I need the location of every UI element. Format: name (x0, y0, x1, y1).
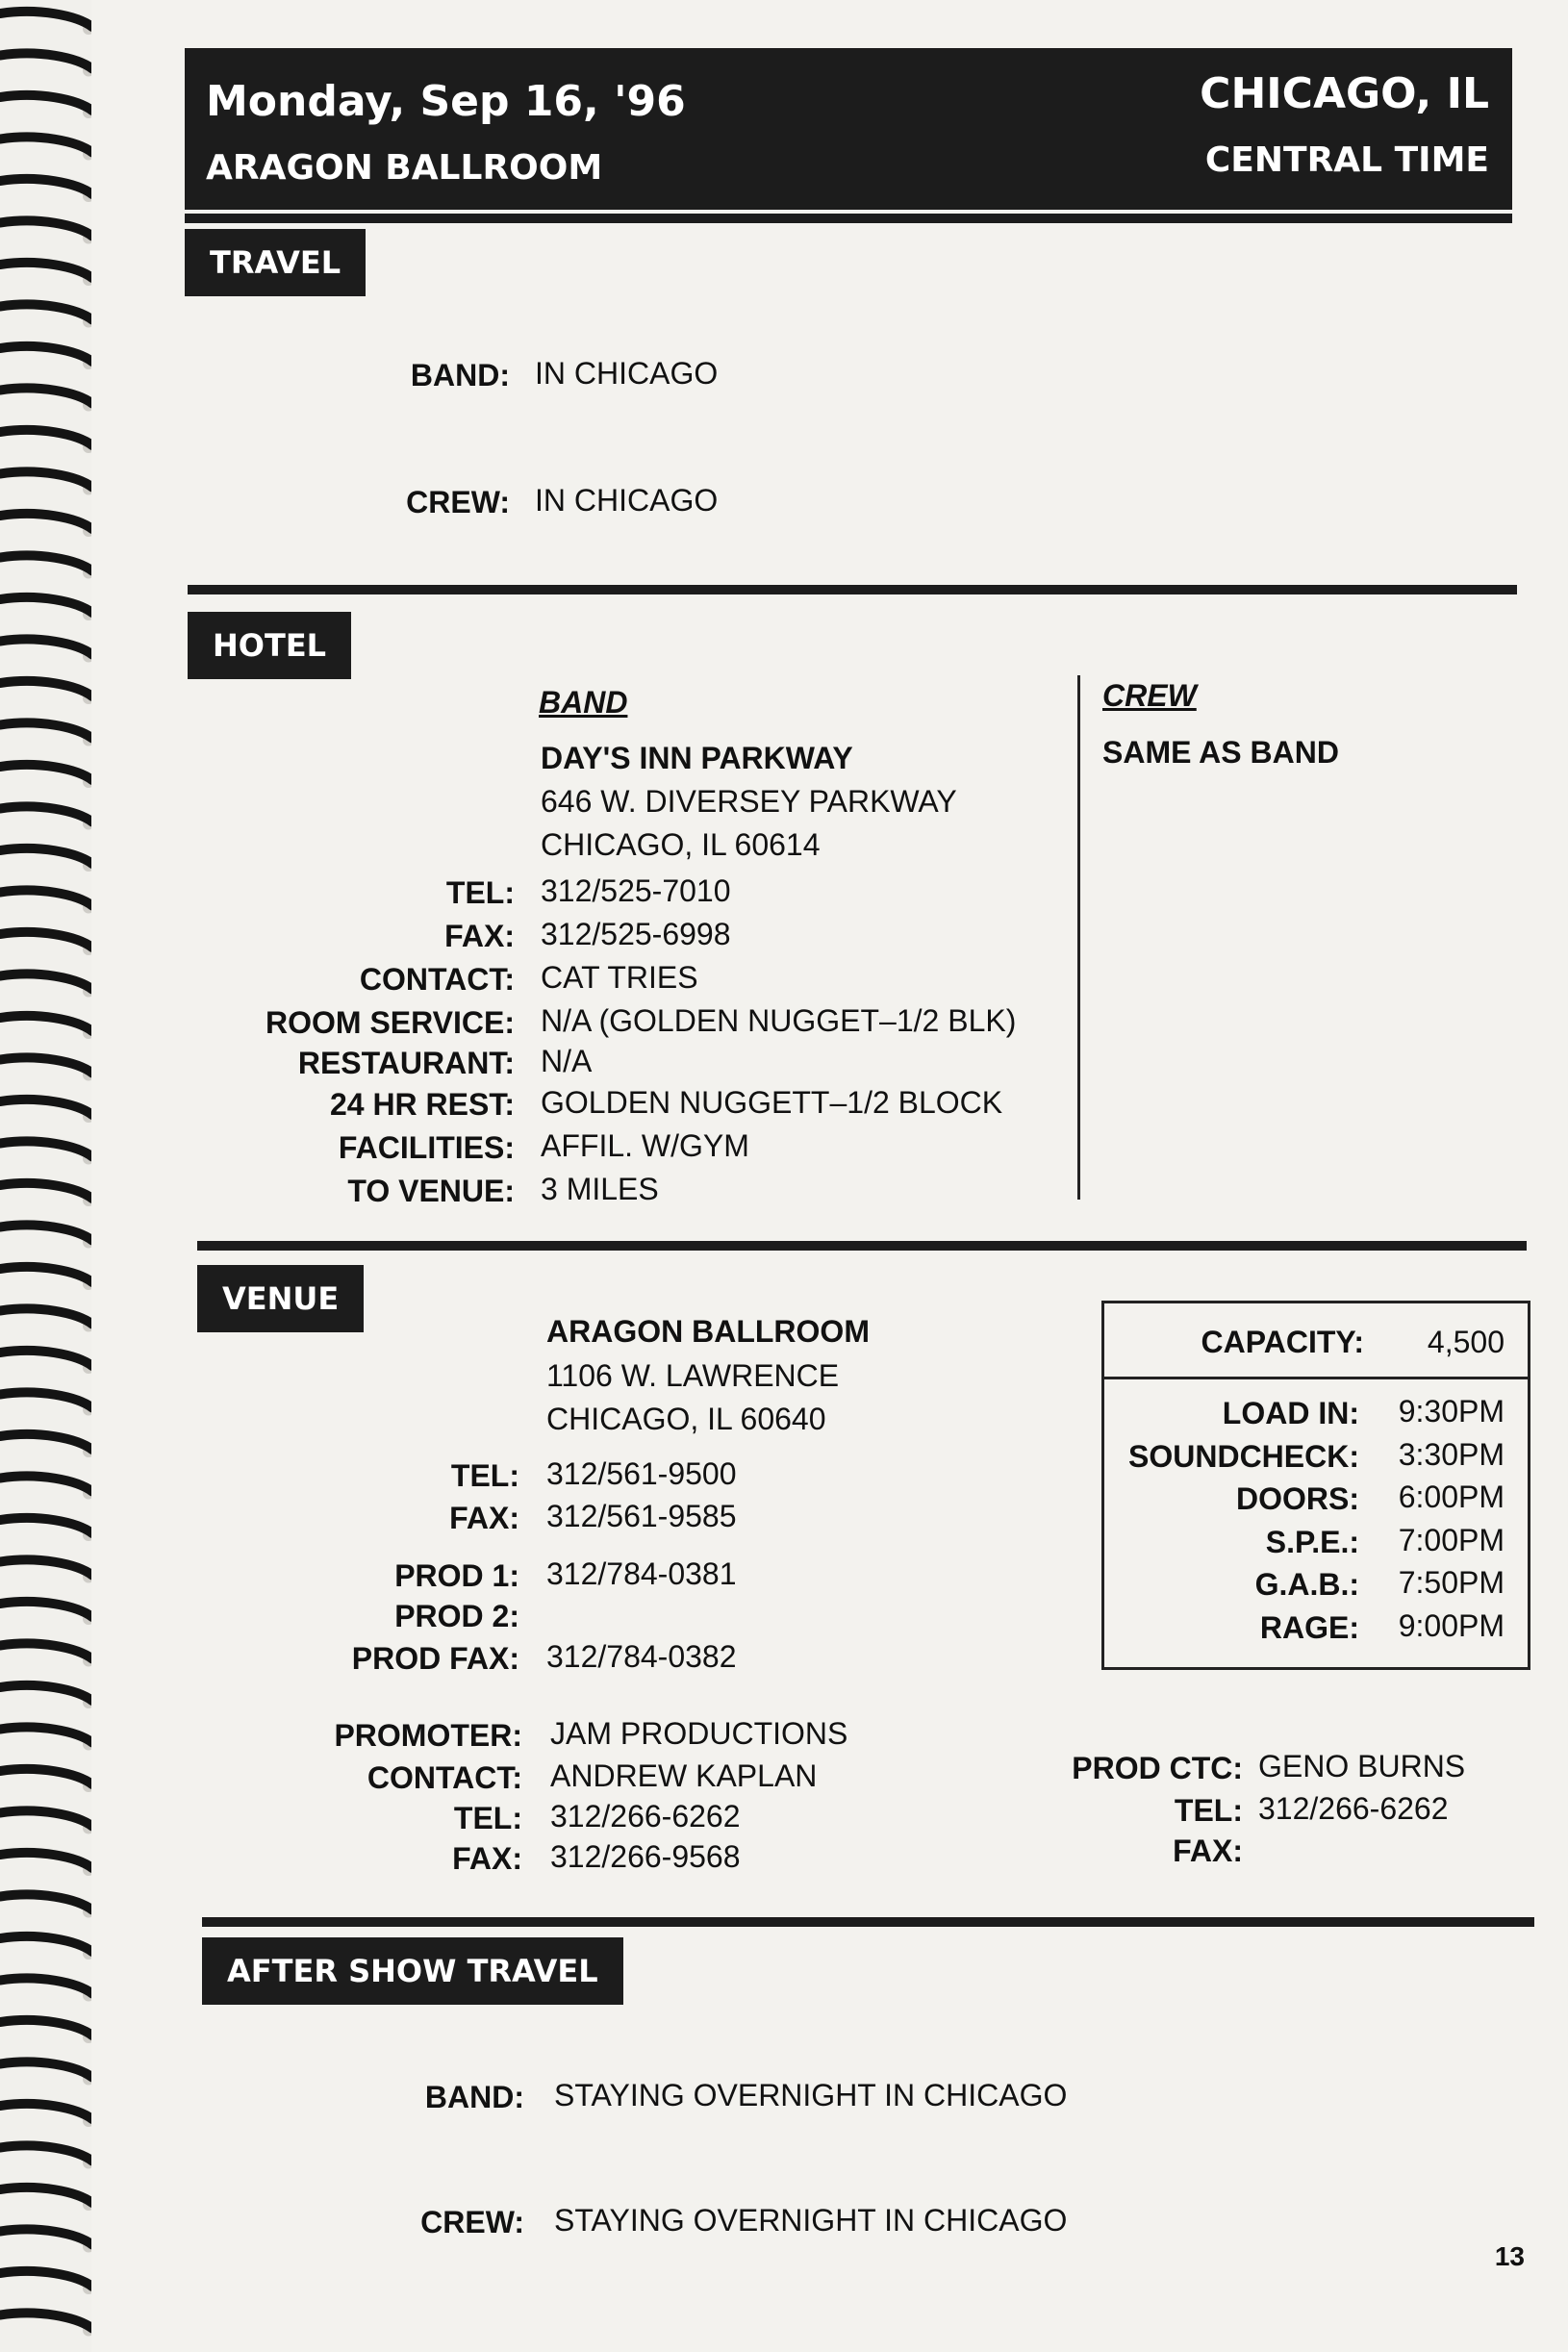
venue-address-2: CHICAGO, IL 60640 (546, 1402, 826, 1436)
header-date: Monday, Sep 16, '96 (206, 77, 686, 126)
spiral-coil (0, 2188, 92, 2203)
spiral-coil (0, 1978, 92, 1993)
spiral-coil (0, 1476, 92, 1491)
hotel-rule (188, 585, 1517, 594)
venue-address-1: 1106 W. LAWRENCE (546, 1358, 840, 1393)
capacity-divider (1104, 1377, 1528, 1379)
venue-row-value: 312/561-9585 (546, 1499, 737, 1533)
hotel-row-label: CONTACT: (359, 962, 515, 997)
spiral-coil (0, 12, 92, 27)
venue-row-value: 312/784-0381 (546, 1556, 737, 1591)
spiral-coil (0, 220, 92, 236)
hotel-row-value: AFFIL. W/GYM (541, 1128, 749, 1163)
travel-crew-label: CREW: (406, 485, 510, 519)
spiral-coil (0, 95, 92, 111)
spiral-coil (0, 1141, 92, 1156)
spiral-coil (0, 1351, 92, 1366)
schedule-time: 9:30PM (1398, 1394, 1505, 1429)
hotel-crew-heading: CREW (1102, 678, 1197, 713)
spiral-coil (0, 1100, 92, 1115)
spiral-coil (0, 1057, 92, 1073)
hotel-divider (1077, 675, 1080, 1200)
capacity-value: 4,500 (1427, 1325, 1505, 1359)
hotel-row-label: FAX: (444, 919, 515, 953)
schedule-time: 3:30PM (1398, 1436, 1505, 1472)
spiral-coil (0, 1727, 92, 1742)
spiral-coil (0, 1392, 92, 1407)
spiral-coil (0, 681, 92, 696)
prod-contact-row-value: 312/266-6262 (1258, 1791, 1449, 1826)
hotel-row-value: N/A (GOLDEN NUGGET–1/2 BLK) (541, 1003, 1017, 1038)
spiral-coil (0, 2229, 92, 2244)
after-show-tab: AFTER SHOW TRAVEL (202, 1937, 623, 2005)
spiral-coil (0, 430, 92, 445)
spiral-coil (0, 346, 92, 362)
spiral-coil (0, 890, 92, 905)
schedule-label: DOORS: (1236, 1481, 1359, 1516)
promoter-row-value: 312/266-9568 (550, 1839, 741, 1874)
promoter-row-label: TEL: (453, 1801, 522, 1835)
schedule-label: G.A.B.: (1254, 1567, 1359, 1602)
venue-row-label: PROD FAX: (351, 1641, 519, 1676)
venue-schedule-box (1101, 1301, 1530, 1670)
spiral-coil (0, 1267, 92, 1282)
spiral-coil (0, 848, 92, 864)
schedule-time: 7:00PM (1398, 1522, 1505, 1557)
venue-row-label: PROD 2: (394, 1599, 519, 1633)
promoter-row-label: FAX: (452, 1841, 522, 1876)
spiral-coil (0, 388, 92, 403)
spiral-coil (0, 639, 92, 654)
schedule-time: 9:00PM (1398, 1607, 1505, 1643)
day-header (185, 48, 1512, 210)
spiral-coil (0, 1559, 92, 1575)
prod-contact-row-label: FAX: (1173, 1834, 1243, 1868)
prod-contact-row-value: GENO BURNS (1258, 1749, 1466, 1783)
spiral-coil (0, 1308, 92, 1324)
spiral-coil (0, 471, 92, 487)
travel-tab: TRAVEL (185, 229, 366, 296)
hotel-row-value: GOLDEN NUGGETT–1/2 BLOCK (541, 1085, 1003, 1120)
spiral-coil (0, 2020, 92, 2036)
schedule-time: 6:00PM (1398, 1479, 1505, 1514)
spiral-coil (0, 263, 92, 278)
spiral-coil (0, 1685, 92, 1701)
spiral-coil (0, 722, 92, 738)
schedule-time: 7:50PM (1398, 1565, 1505, 1600)
hotel-row-value: 312/525-7010 (541, 873, 731, 908)
spiral-coil (0, 806, 92, 822)
hotel-row-label: TO VENUE: (347, 1174, 515, 1208)
header-timezone: CENTRAL TIME (1204, 140, 1489, 180)
hotel-row-label: ROOM SERVICE: (266, 1005, 515, 1040)
promoter-row-value: 312/266-6262 (550, 1799, 741, 1834)
spiral-coil (0, 1225, 92, 1240)
spiral-coil (0, 2104, 92, 2119)
spiral-coil (0, 1016, 92, 1031)
hotel-row-label: FACILITIES: (338, 1130, 515, 1165)
spiral-coil (0, 1810, 92, 1826)
spiral-coil (0, 597, 92, 613)
venue-tab: VENUE (197, 1265, 364, 1332)
spiral-coil (0, 1602, 92, 1617)
travel-crew-value: IN CHICAGO (535, 483, 719, 518)
hotel-row-value: CAT TRIES (541, 960, 698, 995)
hotel-name: DAY'S INN PARKWAY (541, 741, 853, 775)
spiral-coil (0, 974, 92, 989)
after-show-rule (202, 1917, 1534, 1927)
hotel-address-2: CHICAGO, IL 60614 (541, 827, 821, 862)
spiral-coil (0, 932, 92, 948)
schedule-label: S.P.E.: (1265, 1524, 1359, 1559)
spiral-coil (0, 2313, 92, 2328)
spiral-coil (0, 1643, 92, 1658)
hotel-row-label: TEL: (445, 875, 515, 910)
travel-band-label: BAND: (410, 358, 510, 392)
venue-name: ARAGON BALLROOM (546, 1314, 870, 1349)
promoter-row-label: CONTACT: (367, 1760, 522, 1795)
travel-band-value: IN CHICAGO (535, 356, 719, 391)
spiral-coil (0, 765, 92, 780)
spiral-coil (0, 2271, 92, 2287)
hotel-row-value: 3 MILES (541, 1172, 659, 1206)
capacity-label: CAPACITY: (1201, 1325, 1364, 1359)
spiral-coil (0, 137, 92, 152)
schedule-label: RAGE: (1259, 1609, 1359, 1645)
spiral-coil (0, 514, 92, 529)
hotel-crew-value: SAME AS BAND (1102, 735, 1339, 770)
spiral-coil (0, 1853, 92, 1868)
promoter-row-label: PROMOTER: (334, 1718, 522, 1753)
spiral-coil (0, 1434, 92, 1450)
venue-row-label: PROD 1: (394, 1558, 519, 1593)
venue-row-value: 312/561-9500 (546, 1456, 737, 1491)
header-city: CHICAGO, IL (1200, 69, 1489, 118)
schedule-label: SOUNDCHECK: (1128, 1438, 1359, 1474)
hotel-address-1: 646 W. DIVERSEY PARKWAY (541, 784, 957, 819)
travel-rule (185, 214, 1512, 223)
hotel-row-label: RESTAURANT: (297, 1046, 515, 1080)
after-show-band-value: STAYING OVERNIGHT IN CHICAGO (554, 2078, 1068, 2112)
schedule-label: LOAD IN: (1222, 1396, 1359, 1430)
spiral-coil (0, 1518, 92, 1533)
page-number: 13 (1494, 2241, 1525, 2271)
after-show-band-label: BAND: (424, 2080, 524, 2114)
venue-row-label: TEL: (450, 1458, 519, 1493)
after-show-crew-label: CREW: (420, 2205, 524, 2239)
spiral-coil (0, 2061, 92, 2077)
hotel-row-value: 312/525-6998 (541, 917, 731, 951)
promoter-row-value: JAM PRODUCTIONS (550, 1716, 848, 1751)
venue-rule (197, 1241, 1527, 1251)
spiral-coil (0, 53, 92, 68)
venue-row-label: FAX: (449, 1501, 519, 1535)
hotel-band-heading: BAND (539, 685, 628, 720)
prod-contact-row-label: TEL: (1174, 1793, 1243, 1828)
prod-contact-row-label: PROD CTC: (1072, 1751, 1243, 1785)
spiral-coil (0, 1183, 92, 1199)
spiral-coil (0, 179, 92, 194)
spiral-coil (0, 1936, 92, 1952)
promoter-row-value: ANDREW KAPLAN (550, 1758, 818, 1793)
spiral-coil (0, 1769, 92, 1784)
header-venue: ARAGON BALLROOM (206, 148, 603, 188)
spiral-coil (0, 2145, 92, 2161)
after-show-crew-value: STAYING OVERNIGHT IN CHICAGO (554, 2203, 1068, 2238)
venue-row-value: 312/784-0382 (546, 1639, 737, 1674)
spiral-coil (0, 1894, 92, 1909)
spiral-coil (0, 304, 92, 319)
spiral-coil (0, 555, 92, 570)
hotel-tab: HOTEL (188, 612, 351, 679)
hotel-row-value: N/A (541, 1044, 593, 1078)
hotel-row-label: 24 HR REST: (329, 1087, 515, 1122)
